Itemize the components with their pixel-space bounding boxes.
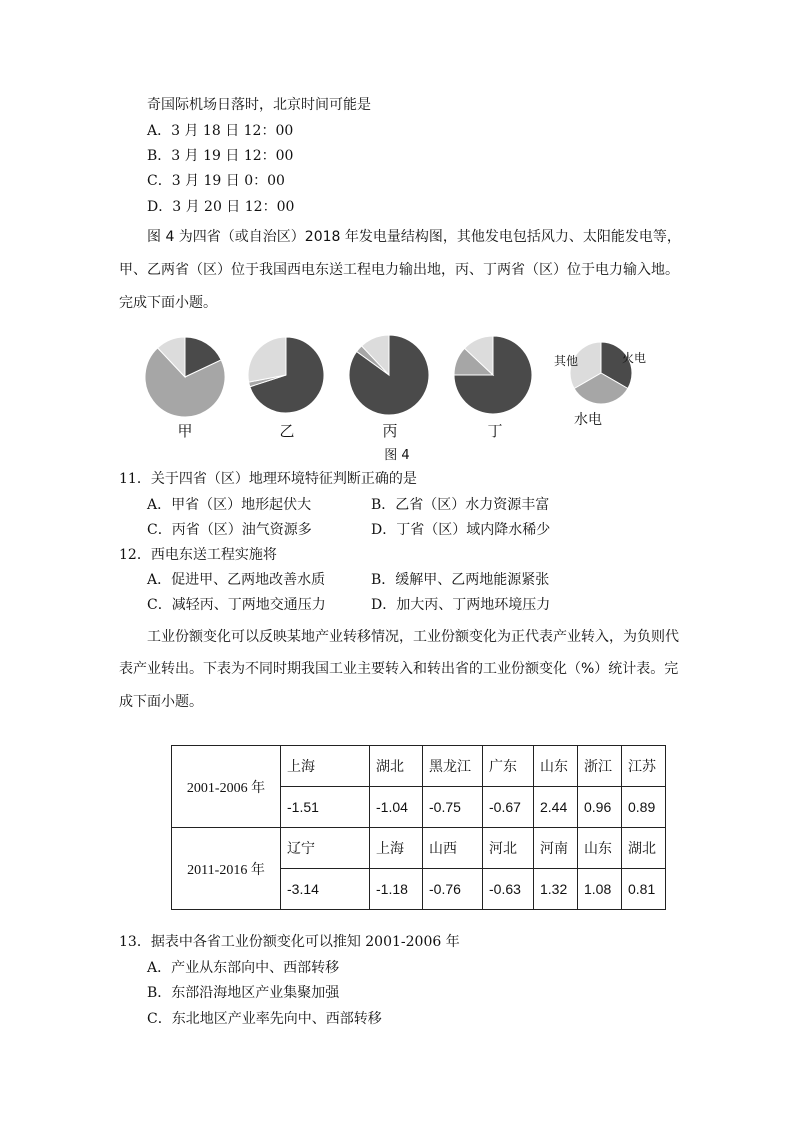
pie-label-bing: 丙 xyxy=(382,422,398,440)
q12-option-d: D．加大丙、丁两地环境压力 xyxy=(371,597,551,613)
industry-share-table xyxy=(171,745,666,910)
period-cell: 2001-2006 年 xyxy=(172,746,281,828)
q10-stem-tail: 奇国际机场日落时，北京时间可能是 xyxy=(147,97,371,113)
q12-stem: 12．西电东送工程实施将 xyxy=(119,547,277,563)
value-cell: -0.76 xyxy=(423,869,483,910)
value-cell: 1.08 xyxy=(578,869,622,910)
q12-option-b: B．缓解甲、乙两地能源紧张 xyxy=(371,572,550,588)
period-cell: 2011-2016 年 xyxy=(172,828,281,910)
pie-ding xyxy=(454,336,532,414)
province-cell: 浙江 xyxy=(578,746,622,787)
value-cell: 0.96 xyxy=(578,787,622,828)
q12-option-a: A．促进甲、乙两地改善水质 xyxy=(147,572,326,588)
pie-label-ding: 丁 xyxy=(487,422,503,440)
value-cell: 0.89 xyxy=(622,787,666,828)
province-cell: 山东 xyxy=(578,828,622,869)
q10-option-b: B．3 月 19 日 12：00 xyxy=(147,148,294,164)
value-cell: 2.44 xyxy=(534,787,578,828)
province-cell: 湖北 xyxy=(622,828,666,869)
intro1-line2: 甲、乙两省（区）位于我国西电东送工程电力输出地，丙、丁两省（区）位于电力输入地。 xyxy=(119,262,679,278)
table-row xyxy=(172,746,666,787)
value-cell: 0.81 xyxy=(622,869,666,910)
province-cell: 辽宁 xyxy=(281,828,370,869)
pie-bing xyxy=(349,335,429,415)
province-cell: 山东 xyxy=(534,746,578,787)
figure-4-pies xyxy=(0,325,794,470)
q11-stem: 11．关于四省（区）地理环境特征判断正确的是 xyxy=(119,471,417,487)
value-cell: -0.67 xyxy=(483,787,534,828)
intro2-line2: 表产业转出。下表为不同时期我国工业主要转入和转出省的工业份额变化（%）统计表。完 xyxy=(119,661,679,677)
q11-option-a: A．甲省（区）地形起伏大 xyxy=(147,497,312,513)
province-cell: 广东 xyxy=(483,746,534,787)
pie-jia xyxy=(145,337,225,417)
q13-option-b: B．东部沿海地区产业集聚加强 xyxy=(147,985,340,1001)
value-cell: -3.14 xyxy=(281,869,370,910)
intro2-line1: 工业份额变化可以反映某地产业转移情况，工业份额变化为正代表产业转入，为负则代 xyxy=(147,629,679,645)
q11-option-c: C．丙省（区）油气资源多 xyxy=(147,522,312,538)
value-cell: -0.63 xyxy=(483,869,534,910)
q10-option-a: A．3 月 18 日 12：00 xyxy=(147,123,294,139)
province-cell: 上海 xyxy=(281,746,370,787)
pie-yi xyxy=(248,337,324,413)
figure-caption: 图 4 xyxy=(384,448,410,463)
table-row xyxy=(172,828,666,869)
pie-label-yi: 乙 xyxy=(279,422,295,440)
pie-yi-slice-other xyxy=(248,337,286,382)
province-cell: 上海 xyxy=(370,828,423,869)
value-cell: 1.32 xyxy=(534,869,578,910)
intro2-line3: 成下面小题。 xyxy=(119,694,203,710)
value-cell: -1.04 xyxy=(370,787,423,828)
q13-stem: 13．据表中各省工业份额变化可以推知 2001-2006 年 xyxy=(119,934,460,950)
legend-label-thermal: 火电 xyxy=(621,351,647,365)
legend-label-other: 其他 xyxy=(553,354,579,368)
value-cell: -1.18 xyxy=(370,869,423,910)
value-cell: -0.75 xyxy=(423,787,483,828)
province-cell: 河北 xyxy=(483,828,534,869)
province-cell: 山西 xyxy=(423,828,483,869)
q13-option-c: C．东北地区产业率先向中、西部转移 xyxy=(147,1011,382,1027)
value-cell: -1.51 xyxy=(281,787,370,828)
province-cell: 黑龙江 xyxy=(423,746,483,787)
q10-option-d: D．3 月 20 日 12：00 xyxy=(147,199,295,215)
q12-option-c: C．减轻丙、丁两地交通压力 xyxy=(147,597,326,613)
q11-option-b: B．乙省（区）水力资源丰富 xyxy=(371,497,550,513)
q13-option-a: A．产业从东部向中、西部转移 xyxy=(147,960,340,976)
q11-option-d: D．丁省（区）域内降水稀少 xyxy=(371,522,551,538)
province-cell: 湖北 xyxy=(370,746,423,787)
province-cell: 河南 xyxy=(534,828,578,869)
intro1-line3: 完成下面小题。 xyxy=(119,295,217,311)
legend-label-hydro: 水电 xyxy=(574,412,602,428)
q10-option-c: C．3 月 19 日 0：00 xyxy=(147,173,285,189)
intro1-line1: 图 4 为四省（或自治区）2018 年发电量结构图，其他发电包括风力、太阳能发电等， xyxy=(147,229,681,245)
province-cell: 江苏 xyxy=(622,746,666,787)
pie-label-jia: 甲 xyxy=(177,422,193,440)
